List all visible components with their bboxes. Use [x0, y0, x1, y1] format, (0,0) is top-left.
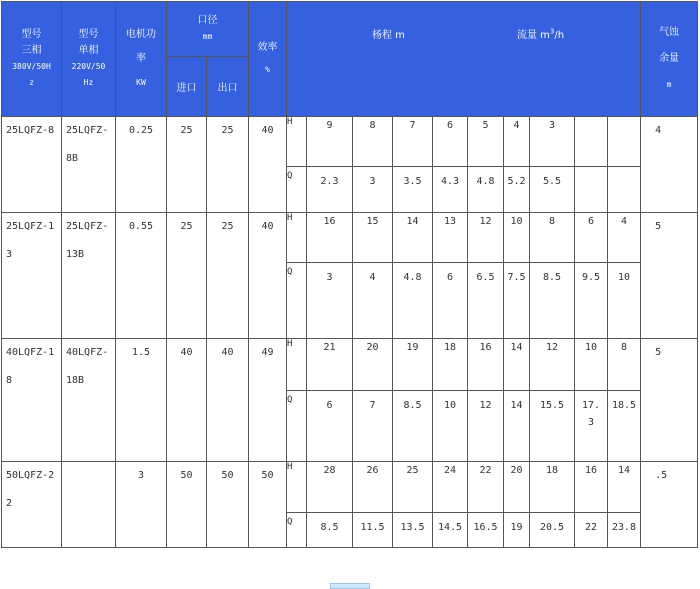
head-value: 18 [433, 339, 468, 391]
flow-value: 13.5 [393, 513, 433, 548]
head-value: 8 [608, 339, 641, 391]
head-value [575, 117, 608, 167]
head-value: 4 [608, 213, 641, 263]
head-value: 16 [575, 462, 608, 513]
table-row [2, 117, 698, 167]
head-value: 14 [608, 462, 641, 513]
inlet-cell: 40 [167, 339, 207, 462]
table-row [2, 213, 698, 263]
model-3phase-cell [2, 339, 62, 462]
model-1phase-cell-line: 13B [66, 249, 85, 260]
head-value: 20 [353, 339, 393, 391]
header-outlet: 出口 [207, 57, 249, 117]
flow-value: 12 [468, 391, 504, 462]
head-value: 3 [530, 117, 575, 167]
model-1phase-cell-line: 18B [66, 375, 85, 386]
head-value: 4 [504, 117, 530, 167]
model-1phase-cell-line: 8B [66, 153, 79, 164]
flow-value: 9.5 [575, 263, 608, 339]
outlet-cell: 25 [207, 213, 249, 339]
model-3phase-cell-line: 3 [6, 249, 13, 260]
header-flow: 流量 $m^3/h$ [517, 27, 565, 41]
model-1phase-cell [62, 462, 116, 548]
head-value: 14 [504, 339, 530, 391]
outlet-cell: 25 [207, 117, 249, 213]
model-1phase-cell-line: 25LQFZ- [66, 125, 109, 136]
table-body [2, 117, 698, 548]
flow-value: 15.5 [530, 391, 575, 462]
head-value: 8 [530, 213, 575, 263]
flow-value: 8.5 [393, 391, 433, 462]
model-1phase-cell [62, 339, 116, 462]
efficiency-cell: 50 [249, 462, 287, 548]
efficiency-cell: 40 [249, 213, 287, 339]
flow-value: 3.5 [393, 167, 433, 213]
head-value: 18 [530, 462, 575, 513]
flow-value: 4.8 [393, 263, 433, 339]
head-value: 25 [393, 462, 433, 513]
model-1phase-cell-line: 40LQFZ- [66, 347, 109, 358]
head-value: 20 [504, 462, 530, 513]
head-value: 16 [468, 339, 504, 391]
pump-spec-table [1, 1, 698, 548]
npsh-cell: 5 [641, 339, 698, 462]
flow-value: 11.5 [353, 513, 393, 548]
flow-value: 6.5 [468, 263, 504, 339]
flow-value: 8.5 [530, 263, 575, 339]
head-value: 10 [504, 213, 530, 263]
model-3phase-cell-line: 50LQFZ-2 [6, 470, 55, 481]
model-3phase-cell [2, 213, 62, 339]
flow-value: 3 [307, 263, 353, 339]
power-cell: 3 [116, 462, 167, 548]
header-diameter: 口径 mm [167, 2, 249, 57]
model-3phase-cell-line: 8 [6, 375, 13, 386]
flow-value: 6 [433, 263, 468, 339]
flow-value: 4.8 [468, 167, 504, 213]
inlet-cell: 50 [167, 462, 207, 548]
head-value: 22 [468, 462, 504, 513]
head-value: 28 [307, 462, 353, 513]
flow-value: 3 [353, 167, 393, 213]
flow-value [608, 167, 641, 213]
flow-value: 20.5 [530, 513, 575, 548]
flow-value: 14.5 [433, 513, 468, 548]
flow-value: 18.5 [608, 391, 641, 462]
head-value: 9 [307, 117, 353, 167]
head-value: 12 [468, 213, 504, 263]
model-3phase-cell [2, 462, 62, 548]
h-label: H [287, 339, 307, 391]
table-row [2, 462, 698, 513]
flow-value: 17. 3 [575, 391, 608, 462]
h-label: H [287, 462, 307, 513]
head-value: 15 [353, 213, 393, 263]
head-value: 5 [468, 117, 504, 167]
head-value: 24 [433, 462, 468, 513]
table-header [2, 2, 698, 117]
npsh-cell: .5 [641, 462, 698, 548]
model-1phase-cell [62, 213, 116, 339]
head-value: 19 [393, 339, 433, 391]
head-value: 26 [353, 462, 393, 513]
q-label: Q [287, 263, 307, 339]
q-label: Q [287, 513, 307, 548]
flow-value: 4 [353, 263, 393, 339]
header-head: 杨程 m [372, 30, 405, 41]
outlet-cell: 50 [207, 462, 249, 548]
flow-value: 10 [433, 391, 468, 462]
h-label: H [287, 117, 307, 167]
flow-value: 6 [307, 391, 353, 462]
flow-value: 2.3 [307, 167, 353, 213]
flow-value: 23.8 [608, 513, 641, 548]
head-value: 7 [393, 117, 433, 167]
inlet-cell: 25 [167, 213, 207, 339]
npsh-cell: 4 [641, 117, 698, 213]
header-model-1phase: 型号 单相 220V/50 Hz [62, 2, 116, 117]
flow-value: 5.2 [504, 167, 530, 213]
q-label: Q [287, 167, 307, 213]
head-value: 21 [307, 339, 353, 391]
header-head-flow [287, 2, 641, 117]
head-value: 13 [433, 213, 468, 263]
model-1phase-cell [62, 117, 116, 213]
flow-value: 22 [575, 513, 608, 548]
head-value: 14 [393, 213, 433, 263]
header-efficiency: 效率 % [249, 2, 287, 117]
h-label: H [287, 213, 307, 263]
efficiency-cell: 40 [249, 117, 287, 213]
head-value: 10 [575, 339, 608, 391]
header-inlet: 进口 [167, 57, 207, 117]
model-3phase-cell-line: 25LQFZ-8 [6, 125, 55, 136]
flow-value: 19 [504, 513, 530, 548]
flow-value: 16.5 [468, 513, 504, 548]
head-value: 16 [307, 213, 353, 263]
table-row [2, 339, 698, 391]
flow-value: 7 [353, 391, 393, 462]
q-label: Q [287, 391, 307, 462]
head-value [608, 117, 641, 167]
flow-value: 5.5 [530, 167, 575, 213]
model-1phase-cell-line: 25LQFZ- [66, 221, 109, 232]
header-model-3phase: 型号 三相 380V/50H z [2, 2, 62, 117]
model-3phase-cell-line: 40LQFZ-1 [6, 347, 55, 358]
scroll-indicator[interactable] [330, 583, 370, 589]
inlet-cell: 25 [167, 117, 207, 213]
flow-value: 10 [608, 263, 641, 339]
head-value: 6 [575, 213, 608, 263]
power-cell: 0.25 [116, 117, 167, 213]
flow-value: 14 [504, 391, 530, 462]
flow-value: 7.5 [504, 263, 530, 339]
header-motor-power: 电机功 率 KW [116, 2, 167, 117]
head-value: 12 [530, 339, 575, 391]
efficiency-cell: 49 [249, 339, 287, 462]
head-value: 6 [433, 117, 468, 167]
power-cell: 1.5 [116, 339, 167, 462]
header-npsh: 气蚀 余量 m [641, 2, 698, 117]
outlet-cell: 40 [207, 339, 249, 462]
head-value: 8 [353, 117, 393, 167]
flow-value: 4.3 [433, 167, 468, 213]
model-3phase-cell [2, 117, 62, 213]
flow-value: 8.5 [307, 513, 353, 548]
flow-value [575, 167, 608, 213]
model-3phase-cell-line: 2 [6, 498, 13, 509]
npsh-cell: 5 [641, 213, 698, 339]
power-cell: 0.55 [116, 213, 167, 339]
model-3phase-cell-line: 25LQFZ-1 [6, 221, 55, 232]
